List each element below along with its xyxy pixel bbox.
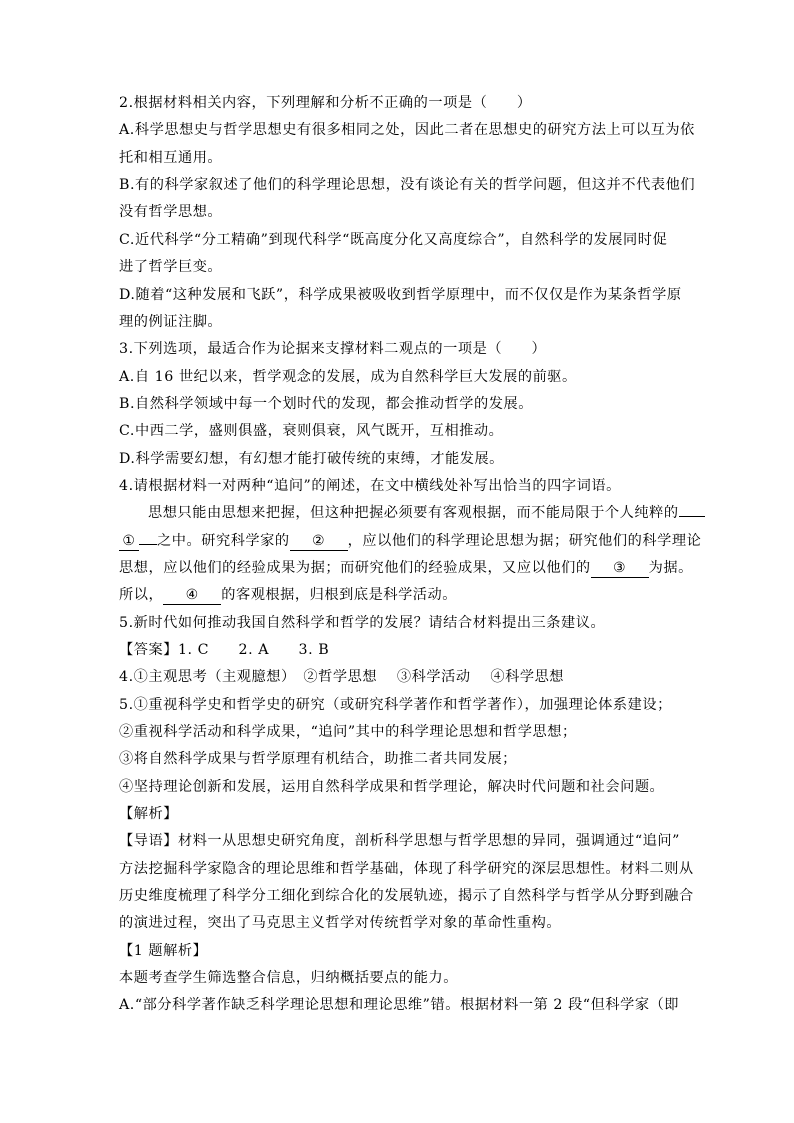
q3-option-c: C.中西二学，盛则俱盛，衰则俱衰，风气既开，互相推动。 — [119, 423, 504, 439]
answer-q5-item4: ④坚持理论创新和发展，运用自然科学成果和哲学理论，解决时代问题和社会问题。 — [119, 779, 665, 795]
q4-passage-text: 思想，应以他们的经验成果为据；而研究他们的经验成果，又应以他们的 — [119, 560, 591, 576]
q4-blank-3: ③ — [591, 559, 649, 578]
q4-passage-text: ，应以他们的科学理论思想为据；研究他们的科学理论 — [347, 533, 702, 549]
q4-passage-line4 — [119, 585, 457, 605]
q2-stem: 2.根据材料相关内容，下列理解和分析不正确的一项是（ ） — [119, 95, 532, 111]
q2-option-d-line1: D.随着“这种发展和飞跃”，科学成果被吸收到哲学原理中，而不仅仅是作为某条哲学原 — [119, 287, 682, 303]
q4-blank-2: ② — [290, 532, 348, 551]
q4-stem: 4.请根据材料一对两种“追问”的阐述，在文中横线处补写出恰当的四字词语。 — [119, 478, 621, 494]
q1-analysis-intro: 本题考查学生筛选整合信息，归纳概括要点的能力。 — [119, 970, 458, 986]
q4-passage-text: 所以， — [119, 587, 164, 603]
q3-option-a: A.自 16 世纪以来，哲学观念的发展，成为自然科学巨大发展的前驱。 — [119, 369, 577, 385]
q2-option-b-line2: 没有哲学思想。 — [119, 204, 223, 220]
q4-passage-line1 — [148, 503, 705, 523]
analysis-guide-line4: 的演进过程，突出了马克思主义哲学对传统哲学对象的革命性重构。 — [119, 915, 562, 931]
q2-option-a-line1: A.科学思想史与哲学思想史有很多相同之处，因此二者在思想史的研究方法上可以互为依 — [119, 122, 695, 138]
q4-blank-1-start — [679, 516, 705, 517]
answer-choices: 1. C 2. A 3. B — [177, 642, 330, 658]
q3-option-b: B.自然科学领域中每一个划时代的发现，都会推动哲学的发展。 — [119, 396, 533, 412]
analysis-guide-line1: 【导语】材料一从思想史研究角度，剖析科学思想与哲学思想的异同，强调通过“追问” — [119, 833, 680, 849]
q2-option-c-line2: 进了哲学巨变。 — [119, 259, 223, 275]
q4-passage-text: 之中。研究科学家的 — [157, 533, 290, 549]
q4-passage-line2 — [119, 531, 701, 551]
answer-line — [119, 640, 329, 660]
analysis-guide-line3: 历史维度梳理了科学分工细化到综合化的发展轨迹，揭示了自然科学与哲学从分野到融合 — [119, 888, 694, 904]
answer-label: 【答案】 — [119, 642, 178, 658]
q4-passage-line3 — [119, 558, 693, 578]
q1-analysis-heading: 【1 题解析】 — [119, 943, 208, 959]
analysis-guide-line2: 方法挖掘科学家隐含的理论思维和哲学基础，体现了科学研究的深层思想性。材料二则从 — [119, 861, 694, 877]
q5-stem: 5.新时代如何推动我国自然科学和哲学的发展？请结合材料提出三条建议。 — [119, 615, 606, 631]
analysis-heading: 【解析】 — [119, 806, 178, 822]
answer-q5-item2: ②重视科学活动和科学成果，“追问”其中的科学理论思想和哲学思想； — [119, 724, 577, 740]
q1-analysis-option-a: A.“部分科学著作缺乏科学理论思想和理论思维”错。根据材料一第 2 段“但科学家（即 — [119, 997, 680, 1013]
q3-option-d: D.科学需要幻想，有幻想才能打破传统的束缚，才能发展。 — [119, 451, 504, 467]
q2-option-a-line2: 托和相互通用。 — [119, 150, 223, 166]
q2-option-b-line1: B.有的科学家叙述了他们的科学理论思想，没有谈论有关的哲学问题，但这并不代表他们 — [119, 177, 696, 193]
answer-q5-item1: 5.①重视科学史和哲学史的研究（或研究科学著作和哲学著作），加强理论体系建设； — [119, 697, 672, 713]
q4-passage-text: 的客观根据，归根到底是科学活动。 — [221, 587, 458, 603]
q4-passage-text: 为据。 — [648, 560, 693, 576]
q2-option-c-line1: C.近代科学“分工精确”到现代科学“既高度分化又高度综合”，自然科学的发展同时促 — [119, 232, 668, 248]
answer-q5-item3: ③将自然科学成果与哲学原理有机结合，助推二者共同发展； — [119, 751, 517, 767]
q3-stem: 3.下列选项，最适合作为论据来支撑材料二观点的一项是（ ） — [119, 341, 547, 357]
q4-blank-4: ④ — [163, 586, 221, 605]
q4-blank-1: ① — [119, 532, 139, 551]
q2-option-d-line2: 理的例证注脚。 — [119, 314, 223, 330]
q4-passage-text: 思想只能由思想来把握，但这种把握必须要有客观根据，而不能局限于个人纯粹的 — [148, 505, 679, 521]
q4-blank-1-end — [139, 544, 157, 545]
answer-q4: 4.①主观思考（主观臆想） ②哲学思想 ③科学活动 ④科学思想 — [119, 669, 565, 685]
